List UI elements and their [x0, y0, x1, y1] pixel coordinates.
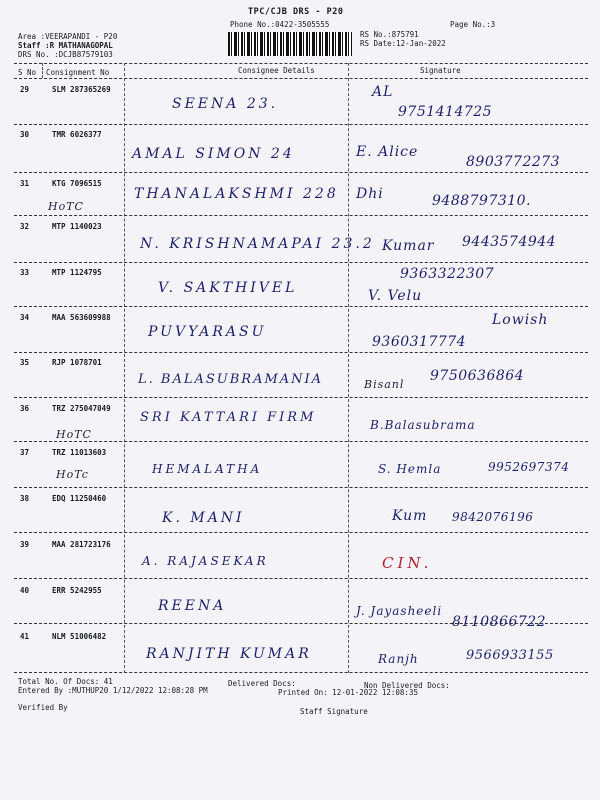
- row-divider: [14, 124, 588, 125]
- drs-number: DRS No. :DCJB87579103: [18, 50, 113, 59]
- signature-handwritten: Kumar: [382, 238, 435, 254]
- column-divider: [124, 63, 125, 673]
- row-sno: 38: [20, 494, 30, 503]
- row-sno: 30: [20, 130, 30, 139]
- row-consignment: MTP 1124795: [52, 268, 102, 277]
- row-sno: 33: [20, 268, 30, 277]
- consignee-handwritten: L. BALASUBRAMANIA: [138, 372, 324, 387]
- row-consignment: TRZ 275047049: [52, 404, 111, 413]
- signature-handwritten: CIN.: [382, 554, 433, 572]
- row-sno: 37: [20, 448, 30, 457]
- row-divider: [14, 352, 588, 353]
- phone-handwritten: 9842076196: [452, 510, 534, 524]
- column-divider: [42, 63, 43, 78]
- row-sno: 35: [20, 358, 30, 367]
- row-consignment: SLM 287365269: [52, 85, 111, 94]
- consignee-handwritten: PUVYARASU: [148, 324, 267, 340]
- phone-handwritten: 9566933155: [466, 648, 554, 663]
- phone-handwritten: 9363322307: [400, 266, 495, 282]
- verified-by: Verified By: [18, 703, 68, 712]
- row-consignment: ERR 5242955: [52, 586, 102, 595]
- divider: [14, 78, 588, 79]
- delivery-note: HoTC: [48, 200, 84, 213]
- rs-number: RS No.:875791: [360, 30, 419, 39]
- consignee-handwritten: THANALAKSHMI 228: [134, 186, 339, 202]
- row-consignment: TRZ 11013603: [52, 448, 107, 457]
- row-consignment: NLM 51006482: [52, 632, 107, 641]
- non-delivered-docs: Non Delivered Docs:: [364, 681, 450, 690]
- staff-label: Staff :R MATHANAGOPAL: [18, 41, 113, 50]
- consignee-handwritten: N. KRISHNAMAPAI 23.2: [140, 236, 375, 252]
- entered-by: Entered By :MUTHUP20 1/12/2022 12:08:28 PM: [18, 686, 208, 695]
- row-divider: [14, 578, 588, 579]
- row-sno: 34: [20, 313, 30, 322]
- row-sno: 36: [20, 404, 30, 413]
- rs-date: RS Date:12-Jan-2022: [360, 39, 446, 48]
- total-docs: Total No. Of Docs: 41: [18, 677, 113, 686]
- delivered-docs: Delivered Docs:: [228, 679, 296, 688]
- phone-handwritten: 8903772273: [466, 154, 561, 170]
- row-consignment: MTP 1140023: [52, 222, 102, 231]
- document-title: TPC/CJB DRS - P20: [248, 7, 344, 17]
- signature-handwritten: B.Balasubrama: [370, 418, 476, 432]
- delivery-note: HoTC: [56, 428, 92, 441]
- row-divider: [14, 397, 588, 398]
- delivery-note: HoTc: [56, 468, 89, 481]
- phone-number: Phone No.:0422-3505555: [230, 20, 330, 29]
- signature-handwritten: S. Hemla: [378, 462, 442, 476]
- row-divider: [14, 172, 588, 173]
- phone-handwritten: 9750636864: [430, 368, 525, 384]
- row-divider: [14, 306, 588, 307]
- phone-handwritten: 9751414725: [398, 104, 493, 120]
- row-divider: [14, 487, 588, 488]
- col-consignee-details: Consignee Details: [238, 66, 315, 75]
- signature-handwritten: Lowish: [492, 312, 549, 328]
- phone-handwritten: 9360317774: [372, 334, 467, 350]
- consignee-handwritten: K. MANI: [162, 510, 245, 526]
- row-divider: [14, 215, 588, 216]
- consignee-handwritten: REENA: [158, 598, 227, 614]
- row-sno: 32: [20, 222, 30, 231]
- column-divider: [348, 63, 349, 673]
- phone-handwritten: 9443574944: [462, 234, 557, 250]
- staff-signature: Staff Signature: [300, 707, 368, 716]
- signature-handwritten: Ranjh: [378, 652, 419, 666]
- consignee-handwritten: SEENA 23.: [172, 96, 279, 112]
- phone-handwritten: 8110866722: [452, 614, 547, 630]
- row-divider: [14, 441, 588, 442]
- consignee-handwritten: A. RAJASEKAR: [142, 554, 269, 568]
- row-divider: [14, 532, 588, 533]
- col-consignment: Consignment No: [46, 68, 110, 77]
- signature-handwritten: E. Alice: [356, 144, 419, 160]
- row-sno: 40: [20, 586, 30, 595]
- signature-handwritten: J. Jayasheeli: [356, 604, 443, 618]
- consignee-handwritten: V. SAKTHIVEL: [158, 280, 298, 296]
- consignee-handwritten: RANJITH KUMAR: [146, 646, 312, 662]
- consignee-handwritten: SRI KATTARI FIRM: [140, 410, 317, 425]
- row-sno: 41: [20, 632, 30, 641]
- phone-handwritten: 9488797310.: [432, 193, 532, 209]
- area-label: Area :VEERAPANDI - P20: [18, 32, 118, 41]
- row-consignment: MAA 563609988: [52, 313, 111, 322]
- printed-on: Printed On: 12-01-2022 12:08:35: [278, 688, 418, 697]
- page-number: Page No.:3: [450, 20, 496, 29]
- signature-handwritten: Dhi: [356, 186, 384, 202]
- divider: [14, 63, 588, 64]
- col-sno: S No: [18, 68, 37, 77]
- signature-handwritten: AL: [372, 84, 394, 100]
- consignee-handwritten: HEMALATHA: [152, 462, 263, 476]
- col-signature: Signature: [420, 66, 461, 75]
- row-divider: [14, 672, 588, 673]
- signature-handwritten: V. Velu: [368, 288, 423, 304]
- signature-handwritten: Bisanl: [364, 378, 405, 391]
- signature-handwritten: Kum: [392, 508, 428, 524]
- phone-handwritten: 9952697374: [488, 460, 570, 474]
- row-sno: 29: [20, 85, 30, 94]
- row-consignment: EDQ 11250460: [52, 494, 107, 503]
- row-sno: 31: [20, 179, 30, 188]
- row-consignment: KTG 7096515: [52, 179, 102, 188]
- barcode: [228, 32, 352, 56]
- row-consignment: MAA 281723176: [52, 540, 111, 549]
- row-divider: [14, 262, 588, 263]
- row-sno: 39: [20, 540, 30, 549]
- consignee-handwritten: AMAL SIMON 24: [132, 146, 295, 162]
- row-consignment: RJP 1078701: [52, 358, 102, 367]
- row-consignment: TMR 6026377: [52, 130, 102, 139]
